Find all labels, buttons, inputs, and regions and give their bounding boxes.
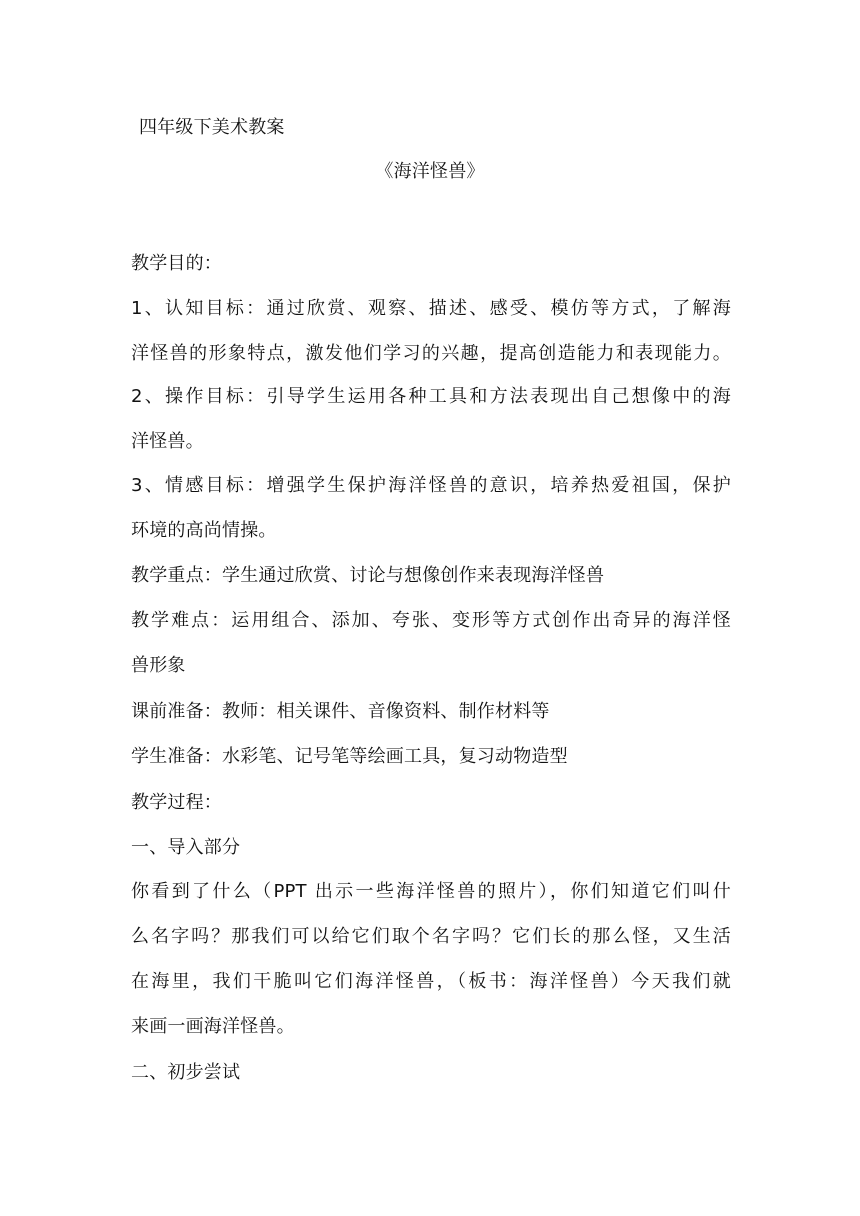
student-preparation: 学生准备：水彩笔、记号笔等绘画工具，复习动物造型 [131,746,568,767]
section-1-line-4: 来画一画海洋怪兽。 [131,1016,295,1037]
objective-2-line-1: 2、操作目标：引导学生运用各种工具和方法表现出自己想像中的海 [131,386,731,407]
section-1-line-2: 么名字吗？那我们可以给它们取个名字吗？它们长的那么怪，又生活 [131,926,731,947]
objectives-heading: 教学目的： [131,253,222,274]
objective-1-line-2: 洋怪兽的形象特点，激发他们学习的兴趣，提高创造能力和表现能力。 [131,343,731,364]
objective-1-line-1: 1、认知目标：通过欣赏、观察、描述、感受、模仿等方式，了解海 [131,298,731,319]
difficulty-line-2: 兽形象 [131,655,186,676]
grade-title: 四年级下美术教案 [139,117,285,138]
section-1-line-1: 你看到了什么（PPT 出示一些海洋怪兽的照片），你们知道它们叫什 [131,881,731,902]
objective-3-line-1: 3、情感目标：增强学生保护海洋怪兽的意识，培养热爱祖国，保护 [131,475,731,496]
objective-2-line-2: 洋怪兽。 [131,431,204,452]
difficulty-line-1: 教学难点：运用组合、添加、夸张、变形等方式创作出奇异的海洋怪 [131,610,731,631]
process-heading: 教学过程： [131,792,222,813]
lesson-title: 《海洋怪兽》 [375,161,485,182]
teacher-preparation: 课前准备：教师：相关课件、音像资料、制作材料等 [131,701,550,722]
section-2-heading: 二、初步尝试 [131,1062,241,1083]
section-1-line-3: 在海里，我们干脆叫它们海洋怪兽，（板书：海洋怪兽）今天我们就 [131,971,731,992]
key-point: 教学重点：学生通过欣赏、讨论与想像创作来表现海洋怪兽 [131,565,605,586]
section-1-heading: 一、导入部分 [131,837,241,858]
objective-3-line-2: 环境的高尚情操。 [131,520,277,541]
